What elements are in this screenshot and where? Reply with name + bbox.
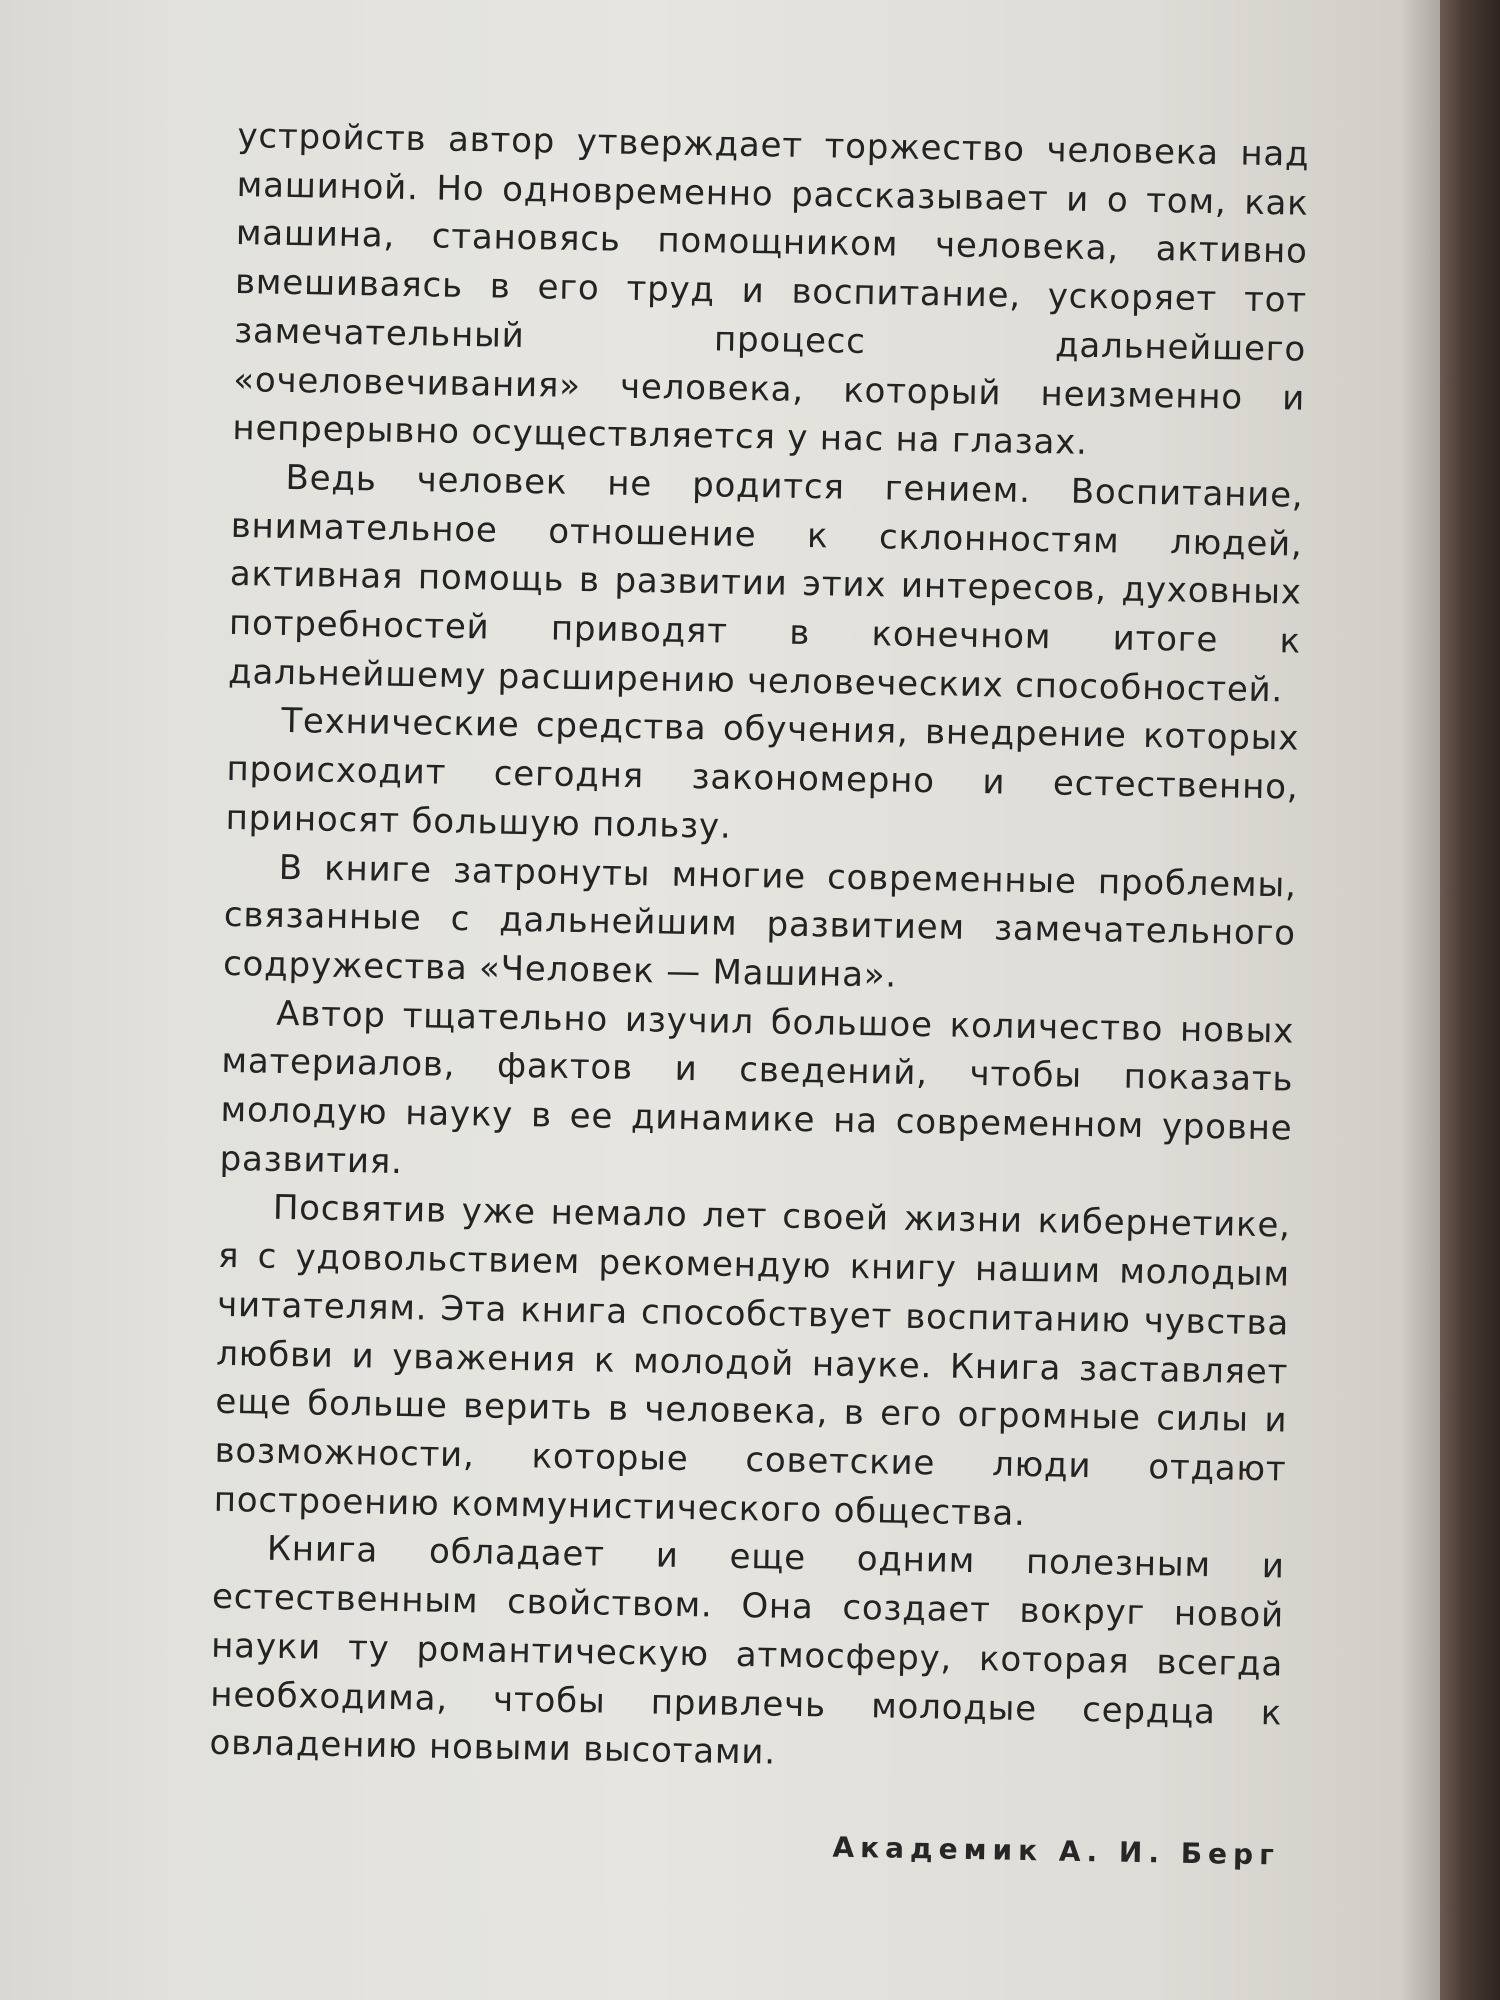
paragraph-6: Посвятив уже немало лет своей жизни кибернетике, я с удовольствием рекомендую книгу нашим молодым читателям. Эта книга способствует воспитанию чувства любви и уважения к молодой науке. Книга заставляет еще больше верить в человека, в его огромные силы и возможности, которые советские люди отдают построению коммунистического общества. (213, 1188, 1292, 1534)
page-text (208, 112, 1310, 1871)
book-cover-edge (1440, 0, 1500, 2000)
author-signature: Академик А. И. Берг (832, 1830, 1281, 1872)
paragraph-1: устройств автор утверждает торжество человека над машиной. Но одновременно рассказывает и о том, как машина, становясь помощником человека, активно вмешиваясь в его труд и воспитание, ускоряет тот замечательный процесс дальнейшего «очеловечивания» человека, который неизменно и непрерывно осуществляется у нас на глазах. (232, 115, 1310, 464)
paragraph-7: Книга обладает и еще одним полезным и естественным свойством. Она создает вокруг новой науки ту романтическую атмосферу, которая всегда необходима, чтобы привлечь молодые сердца к овладению новыми высотами. (209, 1529, 1286, 1773)
paragraph-5: Автор тщательно изучил большое количество новых материалов, фактов и сведений, чтобы показать молодую науку в ее динамике на современном уровне развития. (219, 993, 1295, 1182)
paragraph-3: Технические средства обучения, внедрение которых происходит сегодня закономерно и естественно, приносят большую пользу. (225, 701, 1300, 847)
paragraph-2: Ведь человек не родится гением. Воспитание, внимательное отношение к склонностям людей, активная помощь в развитии этих интересов, духовных потребностей приводят в конечном итоге к дальнейшему расширению человеческих способностей. (227, 457, 1304, 711)
paragraph-4: В книге затронуты многие современные проблемы, связанные с дальнейшим развитием замечательного содружества «Человек — Машина». (222, 847, 1298, 996)
